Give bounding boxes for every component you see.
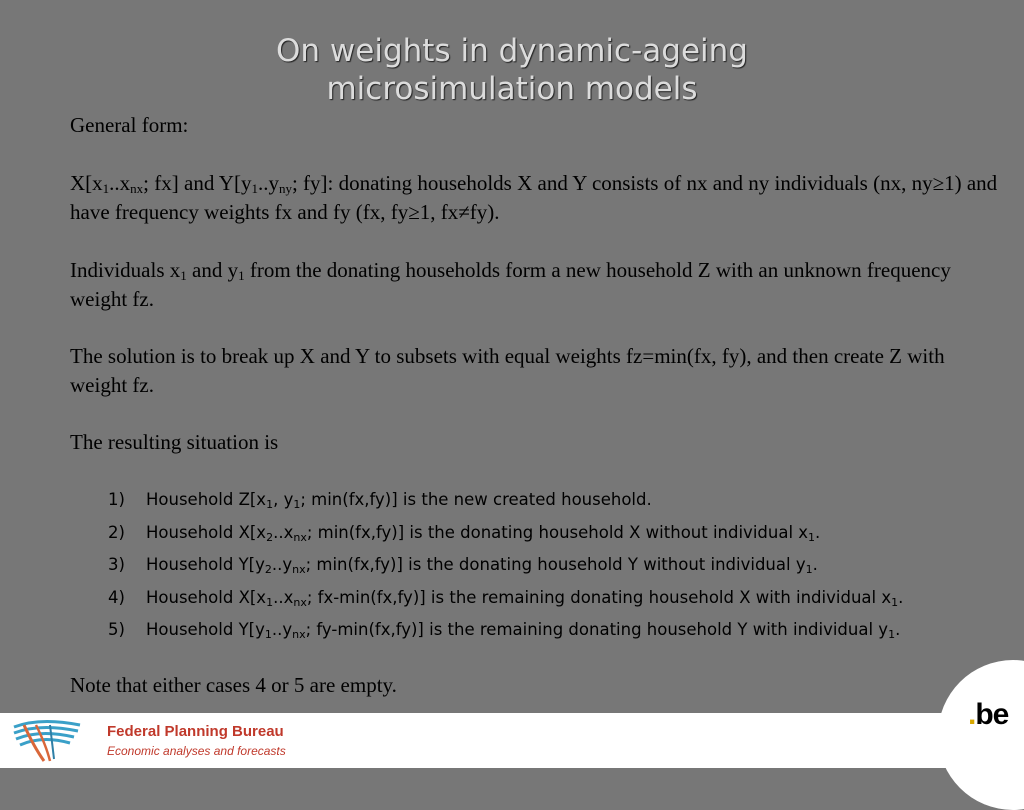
list-number: 1) xyxy=(108,490,125,509)
subscript: nx xyxy=(293,595,307,609)
text-run: , y xyxy=(273,490,294,509)
subscript: 1 xyxy=(888,628,896,641)
list-item xyxy=(108,584,1024,617)
list-item xyxy=(108,551,1024,584)
subscript: 1 xyxy=(251,181,258,196)
text-run: . xyxy=(895,620,901,639)
text-run: X[x xyxy=(70,171,103,195)
subscript: nx xyxy=(292,563,306,576)
title-line-2: microsimulation models xyxy=(326,71,698,107)
subscript: 1 xyxy=(805,563,813,576)
subscript: 1 xyxy=(180,268,187,283)
subscript: 1 xyxy=(891,595,899,609)
text-run: Individuals x xyxy=(70,258,181,282)
organization-name: Federal Planning Bureau xyxy=(107,723,284,740)
text-run: ..x xyxy=(109,171,131,195)
household-cases-list xyxy=(108,486,1024,649)
text-run: ..x xyxy=(273,522,294,542)
text-run: ; fx] and Y[y xyxy=(143,171,252,195)
list-number: 3) xyxy=(108,555,125,574)
list-number: 4) xyxy=(108,587,125,607)
text-run: Household Z[x xyxy=(146,490,267,509)
subscript: nx xyxy=(292,628,306,641)
subscript: nx xyxy=(293,530,307,544)
subscript: 1 xyxy=(264,628,272,641)
text-run: ; fx-min(fx,fy)] is the remaining donating household X with individual x xyxy=(306,587,892,607)
list-number: 2) xyxy=(108,522,125,542)
be-logo xyxy=(968,698,1008,732)
slide-title xyxy=(0,32,1024,108)
subscript: 2 xyxy=(264,563,272,576)
text-run: ..x xyxy=(273,587,294,607)
text-run: ..y xyxy=(257,171,279,195)
text-run: . xyxy=(815,522,821,542)
subscript: 1 xyxy=(266,498,274,511)
be-logo-dot: . xyxy=(968,698,976,731)
text-run: ..y xyxy=(271,555,293,574)
text-run: from the donating households form a new household Z with an unknown frequency weight fz. xyxy=(70,258,951,311)
title-line-1: On weights in dynamic-ageing xyxy=(276,33,748,69)
subscript: 1 xyxy=(808,530,816,544)
text-run: Household Y[y xyxy=(146,555,265,574)
list-item xyxy=(108,519,1024,552)
text-run: Household Y[y xyxy=(146,620,265,639)
paragraph-individuals xyxy=(70,256,1000,314)
organization-tagline: Economic analyses and forecasts xyxy=(107,744,286,758)
subscript: 1 xyxy=(293,498,301,511)
text-run: ; min(fx,fy)] is the donating household Y without individual y xyxy=(305,555,806,574)
subscript: 1 xyxy=(102,181,110,196)
text-run: ; min(fx,fy)] is the donating household X without individual x xyxy=(306,522,809,542)
fpb-logo-icon xyxy=(10,717,84,765)
be-logo-text: be xyxy=(975,698,1009,731)
footer-bar xyxy=(0,713,1024,768)
subscript: nx xyxy=(130,181,144,196)
text-run: . xyxy=(812,555,818,574)
text-run: and y xyxy=(186,258,239,282)
text-run: Household X[x xyxy=(146,587,267,607)
text-run: ..y xyxy=(271,620,293,639)
general-form-heading: General form: xyxy=(70,113,189,137)
subscript: ny xyxy=(278,181,292,196)
paragraph-solution: The solution is to break up X and Y to subsets with equal weights fz=min(fx, fy), and then create Z with weight fz. xyxy=(70,344,945,397)
subscript: 1 xyxy=(266,595,274,609)
text-run: ; fy]: donating households X and Y consists of nx and ny individuals (nx, ny≥1) and have frequency weights fx and fy (fx, fy≥1, fx≠fy). xyxy=(70,171,998,224)
list-item xyxy=(108,616,1024,649)
text-run: . xyxy=(898,587,904,607)
note-empty-cases: Note that either cases 4 or 5 are empty. xyxy=(70,673,397,697)
subscript: 1 xyxy=(238,268,245,283)
list-item xyxy=(108,486,1024,519)
text-run: Household X[x xyxy=(146,522,267,542)
text-run: ; min(fx,fy)] is the new created household. xyxy=(300,490,652,509)
paragraph-resulting-situation: The resulting situation is xyxy=(70,430,279,454)
text-run: ; fy-min(fx,fy)] is the remaining donating household Y with individual y xyxy=(305,620,889,639)
paragraph-households-definition xyxy=(70,169,1000,227)
list-number: 5) xyxy=(108,620,125,639)
subscript: 2 xyxy=(266,530,274,544)
